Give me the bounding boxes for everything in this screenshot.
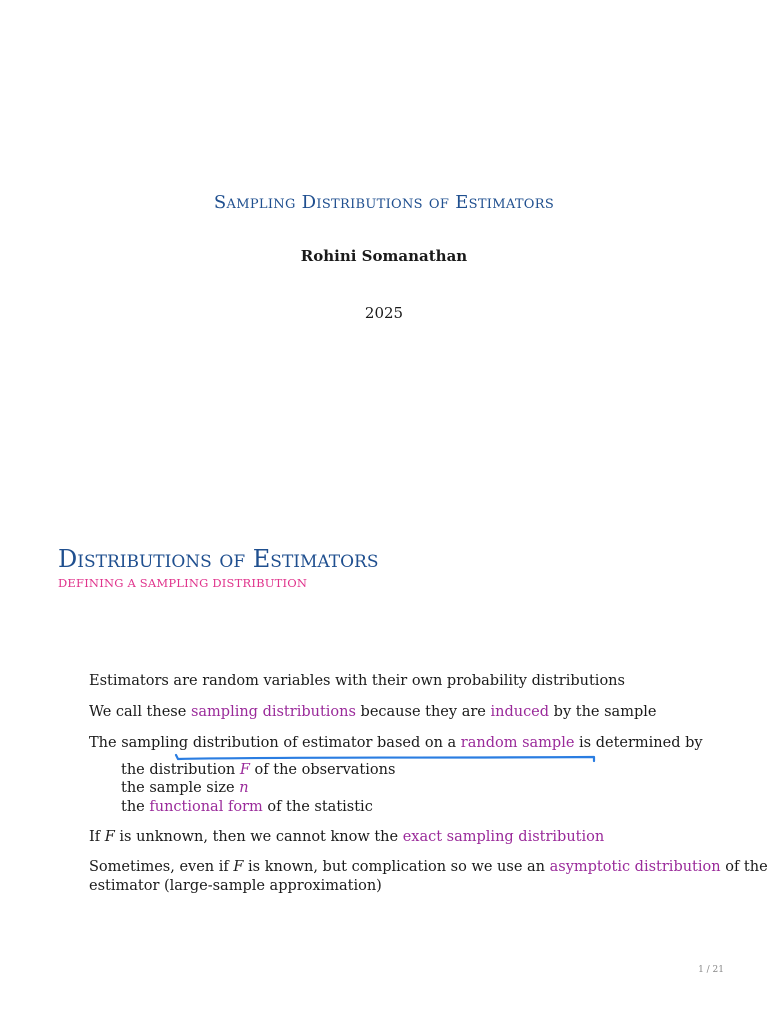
math-variable: F [239,762,250,778]
text: of the observations [249,762,396,778]
author-name: Rohini Somanathan [300,247,468,265]
sub-item-functional-form [121,799,373,815]
highlight-term: random sample [460,735,575,751]
math-variable: n [239,780,249,796]
text: is determined by [574,735,703,751]
paragraph-2 [89,704,656,720]
text: is known, but complication so we use an [243,859,550,875]
text: the [121,799,150,815]
paragraph-5 [89,859,768,875]
sub-item-sample-size [121,780,249,796]
year: 2025 [364,304,404,322]
text: is unknown, then we cannot know the [114,829,403,845]
paragraph-1: Estimators are random variables with their own probability distributions [89,673,625,689]
text: the sample size [121,780,240,796]
text: We call these [89,704,191,720]
highlight-term: sampling distributions [190,704,356,720]
paragraph-3 [89,735,703,751]
paragraph-4 [89,829,604,845]
math-variable: F [233,859,244,875]
math-variable: F [104,829,115,845]
text: by the sample [549,704,657,720]
highlight-term: induced [490,704,550,720]
page-number: 1 / 21 [698,965,724,975]
section-subtitle: DEFINING A SAMPLING DISTRIBUTION [58,576,308,590]
highlight-term: functional form [149,799,263,815]
text: the distribution [121,762,240,778]
highlight-term: asymptotic distribution [549,859,721,875]
slide-title: Sampling Distributions of Estimators [213,192,555,213]
sub-item-distribution [121,762,395,778]
highlight-term: exact sampling distribution [402,829,605,845]
text: because they are [355,704,491,720]
text: of the [720,859,768,875]
text: of the statistic [262,799,373,815]
paragraph-5-continued: estimator (large-sample approximation) [89,878,382,894]
text: If [89,829,105,845]
section-title: Distributions of Estimators [58,545,379,573]
text: The sampling distribution of estimator based on a [89,735,461,751]
text: Sometimes, even if [89,859,234,875]
